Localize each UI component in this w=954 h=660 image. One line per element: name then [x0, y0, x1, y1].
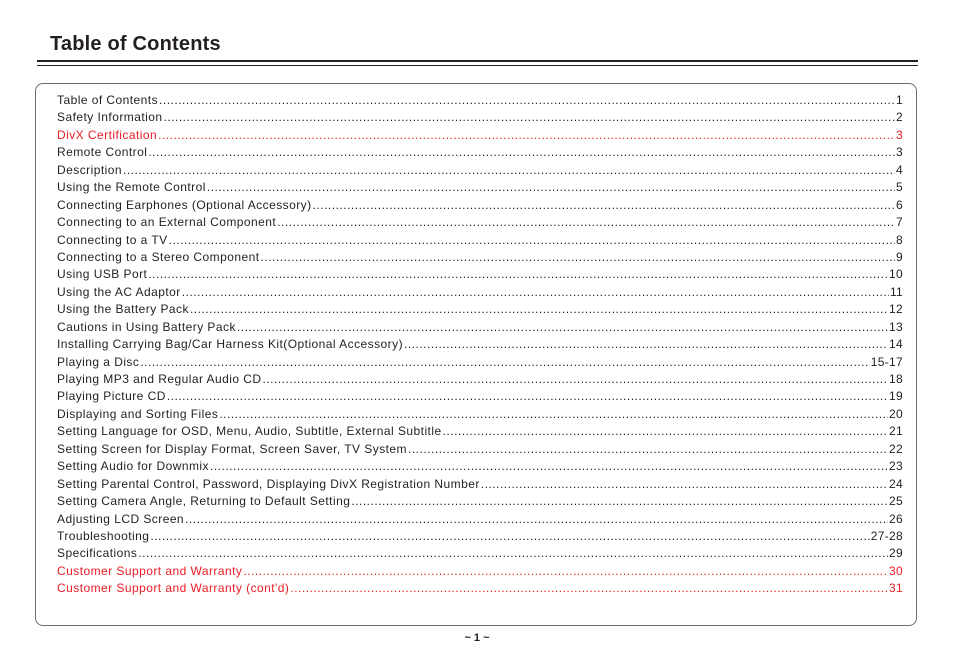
- title-underline-thick: [37, 60, 918, 62]
- toc-entry[interactable]: [57, 581, 903, 598]
- toc-entry-page: 29: [889, 546, 903, 561]
- toc-entry[interactable]: [57, 302, 903, 319]
- toc-entry-title: Setting Screen for Display Format, Screen Saver, TV System: [57, 441, 408, 456]
- toc-dot-leader: [169, 233, 895, 247]
- toc-entry-title: Specifications: [57, 546, 138, 561]
- toc-entry[interactable]: [57, 424, 903, 441]
- toc-entry-page: 1: [896, 93, 903, 107]
- toc-dot-leader: [243, 564, 888, 578]
- toc-entry[interactable]: [57, 110, 903, 127]
- toc-entry[interactable]: [57, 180, 903, 197]
- toc-entry-title: Setting Parental Control, Password, Displaying DivX Registration Number: [57, 476, 480, 491]
- toc-entry-title: Playing a Disc: [57, 354, 140, 369]
- toc-entry-page: 11: [889, 284, 903, 299]
- toc-dot-leader: [140, 355, 869, 369]
- toc-entry-title: Setting Audio for Downmix: [57, 459, 209, 474]
- toc-dot-leader: [313, 198, 895, 212]
- toc-entry-page: 30: [889, 563, 903, 578]
- toc-dot-leader: [163, 110, 895, 124]
- toc-entry-page: 26: [889, 511, 903, 526]
- toc-dot-leader: [148, 145, 895, 159]
- toc-entry[interactable]: [57, 355, 903, 372]
- toc-entry[interactable]: [57, 442, 903, 459]
- toc-entry-title: Playing Picture CD: [57, 389, 166, 404]
- toc-entry[interactable]: [57, 267, 903, 284]
- toc-entry-title: Table of Contents: [57, 93, 159, 107]
- toc-entry-page: 3: [896, 127, 903, 142]
- toc-entry-page: 20: [889, 406, 903, 421]
- toc-dot-leader: [150, 529, 869, 543]
- toc-entry-title: Setting Language for OSD, Menu, Audio, Subtitle, External Subtitle: [57, 424, 442, 439]
- toc-entry-page: 6: [896, 197, 903, 212]
- toc-dot-leader: [277, 215, 895, 229]
- toc-entry-title: Connecting to a TV: [57, 232, 168, 247]
- toc-dot-leader: [185, 512, 888, 526]
- toc-dot-leader: [263, 372, 889, 386]
- toc-entry-page: 9: [896, 249, 903, 264]
- title-underline-thin: [37, 65, 918, 66]
- toc-entry-title: Connecting to a Stereo Component: [57, 249, 260, 264]
- toc-entry-title: DivX Certification: [57, 127, 158, 142]
- toc-entry[interactable]: [57, 233, 903, 250]
- toc-entry-page: 21: [889, 424, 903, 439]
- toc-entry[interactable]: [57, 337, 903, 354]
- toc-entry[interactable]: [57, 93, 903, 110]
- toc-entry-page: 7: [896, 215, 903, 230]
- toc-entry-page: 25: [889, 494, 903, 509]
- toc-entry-title: Displaying and Sorting Files: [57, 406, 219, 421]
- toc-entry[interactable]: [57, 407, 903, 424]
- toc-entry-title: Using USB Port: [57, 267, 148, 282]
- toc-entry-page: 15-17: [870, 354, 903, 369]
- toc-entry-page: 4: [896, 162, 903, 177]
- toc-dot-leader: [290, 581, 888, 595]
- toc-dot-leader: [261, 250, 895, 264]
- toc-list: [57, 93, 903, 599]
- toc-dot-leader: [443, 424, 888, 438]
- toc-dot-leader: [481, 477, 888, 491]
- toc-entry[interactable]: [57, 459, 903, 476]
- toc-dot-leader: [210, 459, 888, 473]
- toc-entry-page: 27-28: [870, 528, 903, 543]
- toc-entry[interactable]: [57, 250, 903, 267]
- toc-entry-title: Customer Support and Warranty: [57, 563, 243, 578]
- toc-entry[interactable]: [57, 320, 903, 337]
- toc-entry[interactable]: [57, 163, 903, 180]
- toc-entry[interactable]: [57, 564, 903, 581]
- toc-entry[interactable]: [57, 546, 903, 563]
- toc-entry[interactable]: [57, 285, 903, 302]
- toc-dot-leader: [138, 546, 888, 560]
- toc-entry-page: 3: [896, 145, 903, 160]
- toc-entry-title: Description: [57, 162, 122, 177]
- toc-dot-leader: [351, 494, 888, 508]
- toc-dot-leader: [182, 285, 889, 299]
- toc-entry-title: Connecting to an External Component: [57, 215, 277, 230]
- toc-entry[interactable]: [57, 512, 903, 529]
- toc-entry[interactable]: [57, 529, 903, 546]
- toc-entry-title: Connecting Earphones (Optional Accessory): [57, 197, 312, 212]
- toc-entry[interactable]: [57, 389, 903, 406]
- toc-entry-title: Installing Carrying Bag/Car Harness Kit(Optional Accessory): [57, 337, 404, 352]
- toc-entry[interactable]: [57, 145, 903, 162]
- toc-entry-title: Setting Camera Angle, Returning to Default Setting: [57, 494, 351, 509]
- toc-entry-title: Troubleshooting: [57, 528, 150, 543]
- toc-entry-page: 2: [896, 110, 903, 125]
- toc-dot-leader: [167, 389, 888, 403]
- toc-dot-leader: [219, 407, 888, 421]
- toc-entry-title: Remote Control: [57, 145, 148, 160]
- toc-dot-leader: [404, 337, 888, 351]
- toc-entry-title: Playing MP3 and Regular Audio CD: [57, 372, 262, 386]
- toc-entry-title: Adjusting LCD Screen: [57, 511, 185, 526]
- toc-entry-title: Customer Support and Warranty (cont'd): [57, 581, 290, 596]
- toc-dot-leader: [207, 180, 895, 194]
- toc-entry-page: 12: [889, 302, 903, 317]
- toc-dot-leader: [148, 267, 888, 281]
- toc-entry-page: 19: [889, 389, 903, 404]
- toc-dot-leader: [159, 93, 895, 107]
- toc-dot-leader: [123, 163, 895, 177]
- toc-entry[interactable]: [57, 494, 903, 511]
- toc-dot-leader: [158, 128, 895, 142]
- toc-dot-leader: [190, 302, 888, 316]
- page-title: Table of Contents: [50, 33, 221, 55]
- toc-entry-title: Using the Battery Pack: [57, 302, 189, 317]
- toc-entry[interactable]: [57, 215, 903, 232]
- toc-dot-leader: [408, 442, 888, 456]
- toc-entry-page: 13: [889, 319, 903, 334]
- page-number: ~ 1 ~: [464, 632, 490, 644]
- toc-entry-page: 10: [889, 267, 903, 282]
- toc-entry-page: 18: [889, 372, 903, 386]
- toc-entry[interactable]: [57, 198, 903, 215]
- toc-dot-leader: [237, 320, 888, 334]
- toc-entry-title: Cautions in Using Battery Pack: [57, 319, 236, 334]
- toc-entry-page: 8: [896, 232, 903, 247]
- toc-entry-title: Safety Information: [57, 110, 163, 125]
- toc-entry-page: 22: [889, 441, 903, 456]
- toc-entry-page: 23: [889, 459, 903, 474]
- toc-entry-page: 5: [896, 180, 903, 195]
- toc-entry-title: Using the AC Adaptor: [57, 284, 181, 299]
- toc-entry-page: 14: [889, 337, 903, 352]
- toc-entry[interactable]: [57, 477, 903, 494]
- toc-entry[interactable]: [57, 372, 903, 389]
- toc-entry-page: 24: [889, 476, 903, 491]
- toc-entry-page: 31: [889, 581, 903, 596]
- toc-entry[interactable]: [57, 128, 903, 145]
- toc-entry-title: Using the Remote Control: [57, 180, 206, 195]
